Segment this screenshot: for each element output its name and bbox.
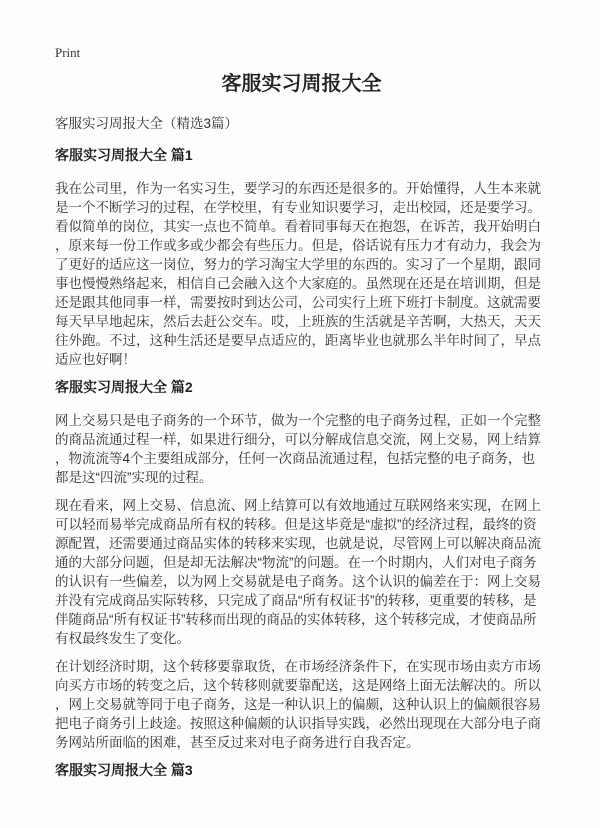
section-heading-1: 客服实习周报大全 篇1 (55, 147, 193, 163)
print-link[interactable]: Print (55, 45, 81, 60)
section-2-paragraph: 网上交易只是电子商务的一个环节，做为一个完整的电子商务过程，正如一个完整的商品流通过程一样，如果进行细分，可以分解成信息交流，网上交易，网上结算，物流流等4个主要组成部分，任何一次商品流通过程，包括完整的电子商务，也都是这“四流”实现的过程。 (55, 413, 541, 485)
doc-subtitle: 客服实习周报大全（精选3篇） (55, 116, 239, 131)
section-2-paragraph: 在计划经济时期，这个转移要靠取货，在市场经济条件下，在实现市场由卖方市场向买方市场的转变之后，这个转移则就要靠配送，这是网络上面无法解决的。所以，网上交易就等同于电子商务，这是一种认识上的偏颇，这种认识上的偏颇很容易把电子商务引上歧途。按照这种偏颇的认识指导实践，必然出现现在大部分电子商务网站所面临的困难，甚至反过来对电子商务进行自我否定。 (55, 659, 541, 750)
section-heading-3: 客服实习周报大全 篇3 (55, 762, 193, 778)
section-1-paragraph: 我在公司里，作为一名实习生，要学习的东西还是很多的。开始懂得，人生本来就是一个不断学习的过程，在学校里，有专业知识要学习，走出校园，还是要学习。看似简单的岗位，其实一点也不简单。看着同事每天在抱怨，在诉苦，我开始明白，原来每一份工作或多或少都会有些压力。但是，俗话说有压力才有动力，我会为了更好的适应这一岗位，努力的学习淘宝大学里的东西的。实习了一个星期，跟同事也慢慢熟络起来，相信自己会融入这个大家庭的。虽然现在还是在培训期，但是还是跟其他同事一样，需要按时到达公司，公司实行上班下班打卡制度。这就需要每天早早地起床，然后去赶公交车。哎，上班族的生活就是辛苦啊，大热天，天天往外跑。不过，这种生活还是要早点适应的，距离毕业也就那么半年时间了，早点适应也好啊！ (55, 181, 541, 367)
section-heading-2: 客服实习周报大全 篇2 (55, 379, 193, 395)
section-2-paragraph: 现在看来，网上交易、信息流、网上结算可以有效地通过互联网络来实现，在网上可以轻而易举完成商品所有权的转移。但是这毕竟是“虚拟”的经济过程，最终的资源配置，还需要通过商品实体的转移来实现，也就是说，尽管网上可以解决商品流通的大部分问题，但是却无法解决“物流”的问题。在一个时期内，人们对电子商务的认识有一些偏差，以为网上交易就是电子商务。这个认识的偏差在于：网上交易并没有完成商品实际转移，只完成了商品“所有权证书”的转移，更重要的转移，是伴随商品“所有权证书”转移而出现的商品的实体转移，这个转移完成，才使商品所有权最终发生了变化。 (55, 498, 541, 646)
page-title: 客服实习周报大全 (221, 73, 382, 95)
